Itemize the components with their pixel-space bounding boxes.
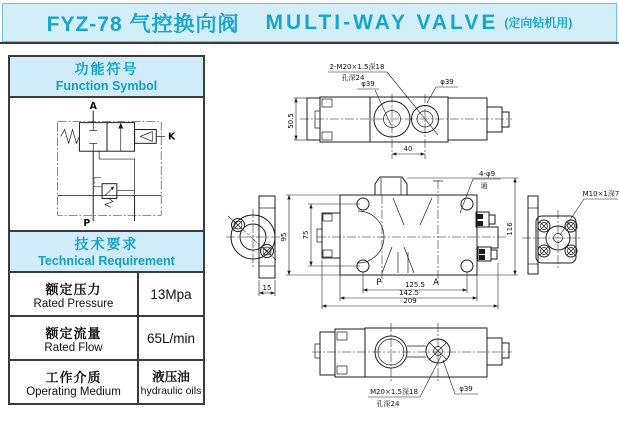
- relief-valve-symbol: [94, 178, 134, 208]
- right-flange-view: [522, 190, 619, 274]
- title-bar: [2, 3, 617, 42]
- function-symbol-diagram: [8, 96, 205, 232]
- rated-flow-zh: 额定流量: [45, 325, 102, 341]
- product-title-note: (定向钻机用): [504, 16, 573, 30]
- top-dia-right: φ39: [440, 78, 454, 86]
- front-dim-116: 116: [506, 222, 514, 236]
- top-thread-note-line1: 2-M20×1.5深18: [329, 63, 385, 71]
- front-hole-note-line2: 通: [480, 182, 488, 190]
- pneumatic-pilot-symbol: [135, 130, 166, 144]
- front-dim-142-5: 142.5: [398, 289, 420, 297]
- spec-row-operating-medium: [8, 359, 205, 405]
- front-view: [280, 170, 518, 309]
- front-dim-125-5: 125.5: [404, 281, 426, 289]
- top-thread-note-line2: 孔深24: [341, 74, 365, 82]
- function-symbol-header-en: Function Symbol: [55, 79, 158, 93]
- rated-pressure-value: 13Mpa: [150, 286, 192, 302]
- rated-pressure-en: Rated Pressure: [33, 297, 114, 310]
- front-port-a: A: [433, 278, 439, 288]
- rated-flow-label: [10, 317, 139, 359]
- technical-header-zh: 技术要求: [74, 236, 139, 252]
- front-dim-75: 75: [302, 230, 310, 240]
- operating-medium-en: Operating Medium: [26, 385, 121, 398]
- technical-header-en: Technical Requirement: [38, 254, 175, 268]
- port-label-a: A: [89, 100, 97, 112]
- symbol-enclosure: [58, 122, 161, 216]
- port-label-k: K: [168, 131, 176, 143]
- front-dim-209: 209: [403, 297, 417, 305]
- bottom-thread-note-line1: M20×1.5深18: [370, 388, 418, 396]
- top-view: [287, 63, 512, 159]
- front-port-p: P: [376, 278, 382, 288]
- right-fittings: [476, 212, 498, 261]
- operating-medium-label: [10, 361, 139, 403]
- spring-symbol: [61, 130, 80, 144]
- top-dim-span: 40: [403, 145, 413, 153]
- side-thread-note: M10×1深7: [582, 190, 619, 198]
- title-divider: [0, 42, 619, 44]
- spec-row-rated-pressure: [8, 271, 205, 317]
- bottom-dia: φ39: [459, 385, 473, 393]
- valve-body: [79, 123, 134, 152]
- port-label-p: P: [83, 218, 91, 229]
- bottom-view: [312, 323, 512, 408]
- drawing-svg: [210, 45, 619, 417]
- operating-medium-zh: 工作介质: [45, 369, 102, 385]
- top-dim-height: 50.5: [287, 113, 295, 129]
- product-title-en: MULTI-WAY VALVE: [265, 10, 499, 34]
- front-dim-95: 95: [280, 232, 288, 242]
- function-symbol-header: [8, 55, 205, 98]
- left-flange-view: [226, 196, 282, 296]
- product-title-zh: FYZ-78 气控换向阀: [46, 12, 240, 36]
- rated-pressure-label: [10, 273, 139, 315]
- top-dia-left: φ39: [361, 80, 375, 88]
- front-hole-note-line1: 4-φ9: [478, 170, 496, 178]
- bottom-thread-note-line2: 孔深24: [376, 400, 400, 408]
- hex-plug: [375, 177, 407, 195]
- technical-requirement-header: [8, 230, 205, 273]
- rated-flow-value: 65L/min: [146, 330, 196, 346]
- operating-medium-value: 液压油 hydraulic oils: [140, 370, 202, 397]
- rated-flow-en: Rated Flow: [44, 341, 103, 354]
- spec-row-rated-flow: [8, 315, 205, 361]
- rated-pressure-zh: 额定压力: [45, 281, 102, 297]
- function-symbol-svg: [12, 99, 201, 229]
- function-symbol-header-zh: 功能符号: [74, 61, 139, 77]
- flange-dim-15: 15: [262, 284, 272, 292]
- spec-table: [8, 57, 205, 405]
- engineering-drawing: [210, 45, 619, 422]
